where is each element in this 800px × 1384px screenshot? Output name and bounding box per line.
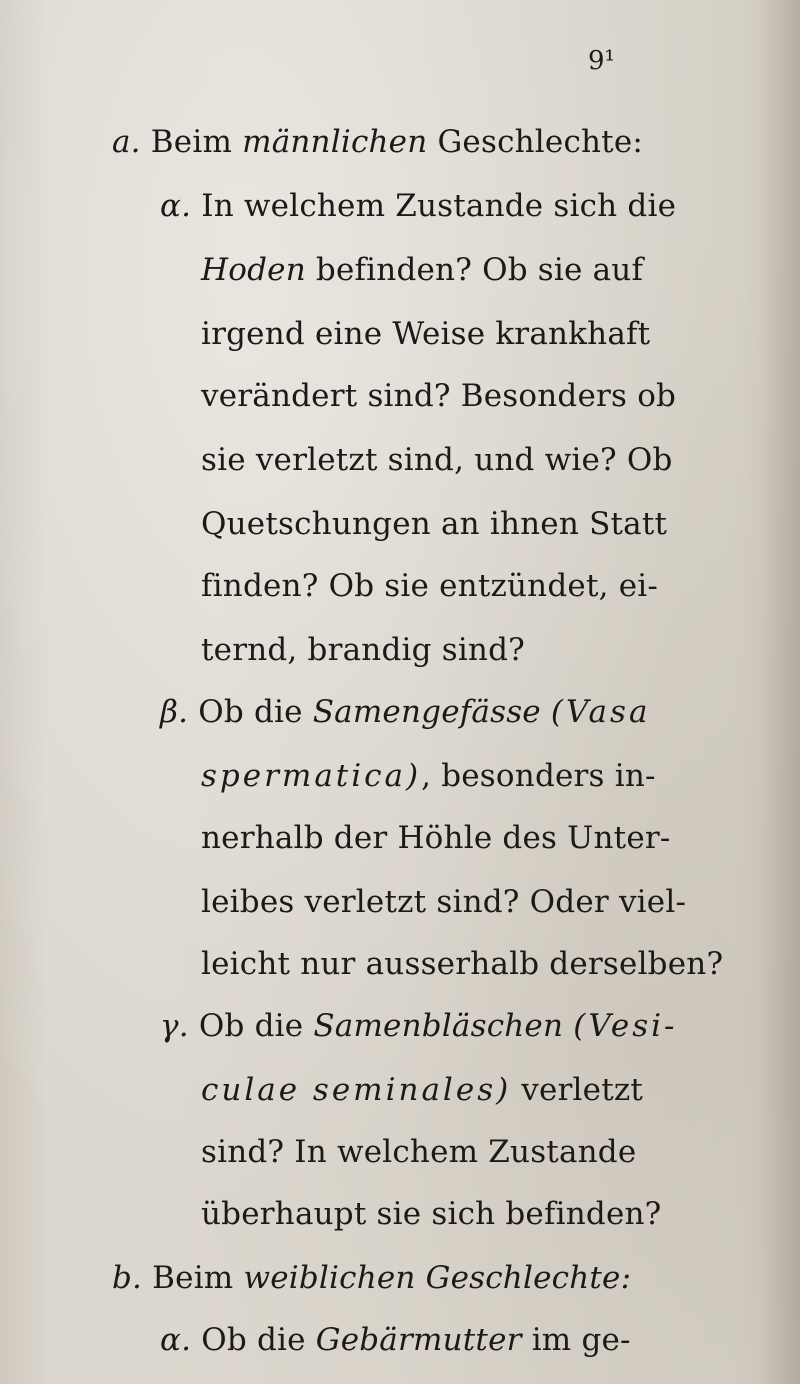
- text-line-13: leibes verletzt sind? Oder viel-: [201, 884, 687, 920]
- emphasis-samengefaesse: Samengefässe: [312, 694, 541, 730]
- emphasis-hoden: Hoden: [201, 252, 306, 288]
- text-line-8: finden? Ob sie entzündet, ei-: [201, 568, 659, 604]
- emphasis-maennlichen: männlichen: [242, 124, 428, 160]
- list-marker-a: a.: [112, 124, 141, 160]
- page-number: 9¹: [588, 46, 615, 76]
- text-line-18: überhaupt sie sich befinden?: [201, 1196, 662, 1232]
- text-line-4: irgend eine Weise krankhaft: [201, 316, 651, 352]
- text-line-15: γ. Ob die Samenbläschen (Vesi-: [160, 1008, 678, 1044]
- emphasis-samenblaeschen: Samenbläschen: [313, 1008, 564, 1044]
- latin-term-vesi: (Vesi-: [573, 1008, 678, 1044]
- latin-term-culae-seminales: culae seminales): [201, 1072, 512, 1108]
- page-edge-shadow: [760, 0, 800, 1384]
- text-line-12: nerhalb der Höhle des Unter-: [201, 820, 671, 856]
- text-line-1: a. Beim männlichen Geschlechte:: [112, 124, 644, 160]
- text-line-3: Hoden befinden? Ob sie auf: [201, 252, 644, 288]
- text-line-17: sind? In welchem Zustande: [201, 1134, 637, 1170]
- latin-term-vasa: (Vasa: [550, 694, 651, 730]
- emphasis-gebaermutter: Gebärmutter: [315, 1322, 522, 1358]
- text-line-19: b. Beim weiblichen Geschlechte:: [112, 1260, 632, 1296]
- list-marker-b: b.: [112, 1260, 143, 1296]
- text-line-5: verändert sind? Besonders ob: [201, 378, 677, 414]
- text-line-16: culae seminales) verletzt: [201, 1072, 644, 1108]
- text-line-2: α. In welchem Zustande sich die: [160, 188, 677, 224]
- text-line-6: sie verletzt sind, und wie? Ob: [201, 442, 673, 478]
- latin-term-spermatica: spermatica): [201, 758, 422, 794]
- text-line-11: spermatica), besonders in-: [201, 758, 656, 794]
- list-marker-beta: β.: [160, 694, 189, 730]
- text-line-9: ternd, brandig sind?: [201, 632, 525, 668]
- text-line-20: α. Ob die Gebärmutter im ge-: [160, 1322, 631, 1358]
- list-marker-alpha: α.: [160, 188, 192, 224]
- text-line-14: leicht nur ausserhalb derselben?: [201, 946, 724, 982]
- text-line-7: Quetschungen an ihnen Statt: [201, 506, 668, 542]
- text-line-10: β. Ob die Samengefässe (Vasa: [160, 694, 651, 730]
- list-marker-alpha-2: α.: [160, 1322, 192, 1358]
- emphasis-weiblichen-geschlechte: weiblichen Geschlechte:: [243, 1260, 632, 1296]
- list-marker-gamma: γ.: [160, 1008, 189, 1044]
